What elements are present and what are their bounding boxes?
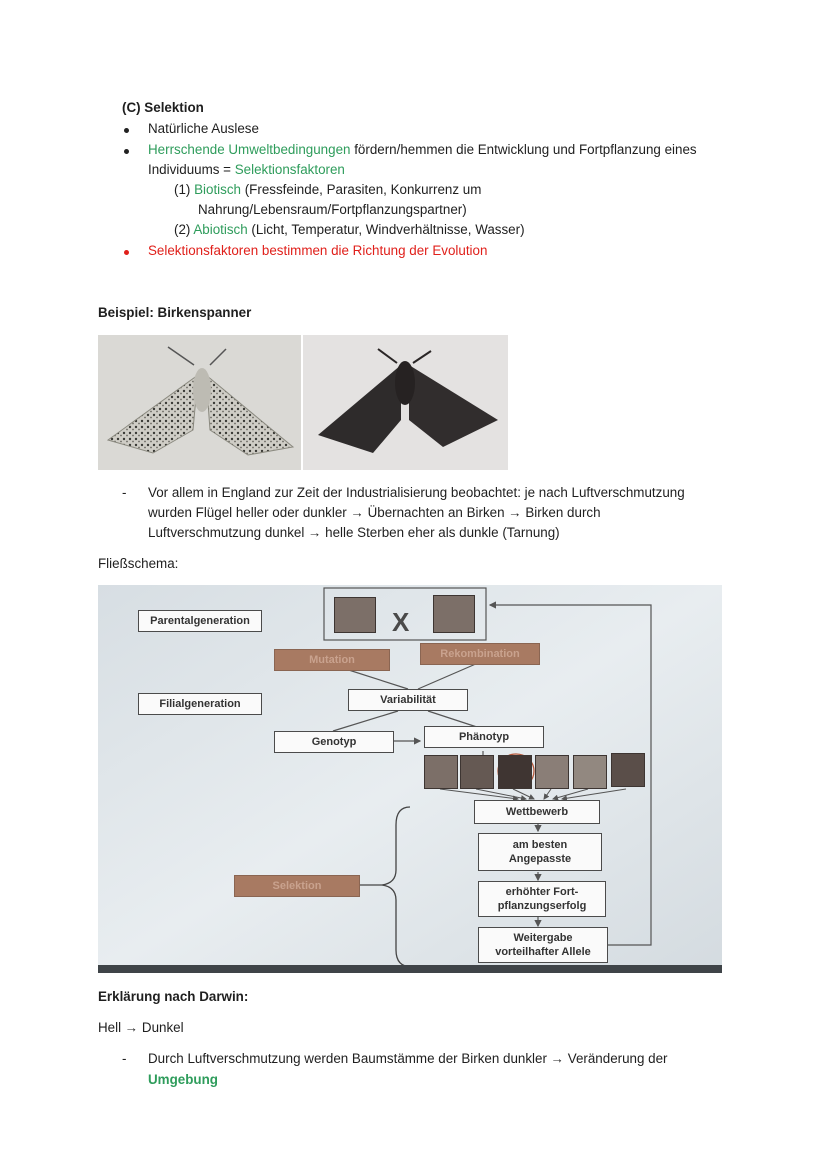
bullet-dot (124, 128, 129, 133)
bullet-direction-of-evolution: Selektionsfaktoren bestimmen die Richtung der Evolution (148, 243, 488, 258)
term-environment-conditions: Herrschende Umweltbedingungen (148, 142, 351, 157)
example-heading: Beispiel: Birkenspanner (98, 305, 252, 320)
example-text-line1: Vor allem in England zur Zeit der Industrialisierung beobachtet: je nach Luftverschmutzung (148, 485, 685, 500)
box-filial-generation: Filialgeneration (138, 693, 262, 715)
box-selection: Selektion (234, 875, 360, 897)
term-environment: Umgebung (148, 1072, 218, 1087)
dash: - (122, 485, 127, 500)
box-genotype: Genotyp (274, 731, 394, 753)
light-moth-photo (98, 335, 301, 470)
moth-variant (611, 753, 645, 787)
moth-variant (573, 755, 607, 789)
moth-variant (424, 755, 458, 789)
cross-symbol: X (392, 607, 410, 637)
dash: - (122, 1051, 127, 1066)
box-recombination: Rekombination (420, 643, 540, 665)
bullet-environment (148, 142, 697, 157)
box-phenotype: Phänotyp (424, 726, 544, 748)
list-item-biotic-line2: Nahrung/Lebensraum/Fortpflanzungspartner) (198, 202, 467, 217)
moth-variant (535, 755, 569, 789)
box-competition: Wettbewerb (474, 800, 600, 824)
light-moth-icon (98, 335, 301, 470)
biotic-description: (Fressfeinde, Parasiten, Konkurrenz um (241, 182, 482, 197)
example-text-line3: Luftverschmutzung dunkel → helle Sterben eher als dunkle (Tarnung) (148, 525, 560, 540)
light-to-dark: Hell → Dunkel (98, 1020, 184, 1035)
box-mutation: Mutation (274, 649, 390, 671)
term-biotic: Biotisch (194, 182, 241, 197)
dark-moth-icon (303, 335, 508, 470)
moth-variant (498, 755, 532, 789)
list-item-abiotic (174, 222, 525, 237)
list-number: (2) (174, 222, 191, 237)
bullet-dot-red (124, 250, 129, 255)
bullet-environment-text: fördern/hemmen die Entwicklung und Fortpflanzung eines (350, 142, 697, 157)
darwin-text-line1: Durch Luftverschmutzung werden Baumstämme der Birken dunkler → Veränderung der (148, 1051, 668, 1066)
flow-diagram-label: Fließschema: (98, 556, 179, 571)
abiotic-description: (Licht, Temperatur, Windverhältnisse, Wasser) (247, 222, 525, 237)
list-number: (1) (174, 182, 191, 197)
darwin-heading: Erklärung nach Darwin: (98, 989, 249, 1004)
parent-moth-light (334, 597, 376, 633)
box-parental-generation: Parentalgeneration (138, 610, 262, 632)
dark-moth-photo (303, 335, 508, 470)
list-item-biotic (174, 182, 481, 197)
moth-variant (460, 755, 494, 789)
box-reproduction-success: erhöhter Fort-pflanzungserfolg (478, 881, 606, 917)
flow-diagram (98, 585, 722, 973)
parent-moth-dark (433, 595, 475, 633)
box-best-adapted: am besten Angepasste (478, 833, 602, 871)
bullet-environment-line2 (148, 162, 345, 177)
bullet-natural-selection: Natürliche Auslese (148, 121, 259, 136)
term-abiotic: Abiotisch (193, 222, 248, 237)
box-variability: Variabilität (348, 689, 468, 711)
example-text-line2: wurden Flügel heller oder dunkler → Übernachten an Birken → Birken durch (148, 505, 601, 520)
individuum-text: Individuums = (148, 162, 235, 177)
term-selection-factors: Selektionsfaktoren (234, 162, 345, 177)
bullet-dot (124, 149, 129, 154)
section-heading-selection: (C) Selektion (122, 100, 204, 115)
box-passing-alleles: Weitergabe vorteilhafter Allele (478, 927, 608, 963)
